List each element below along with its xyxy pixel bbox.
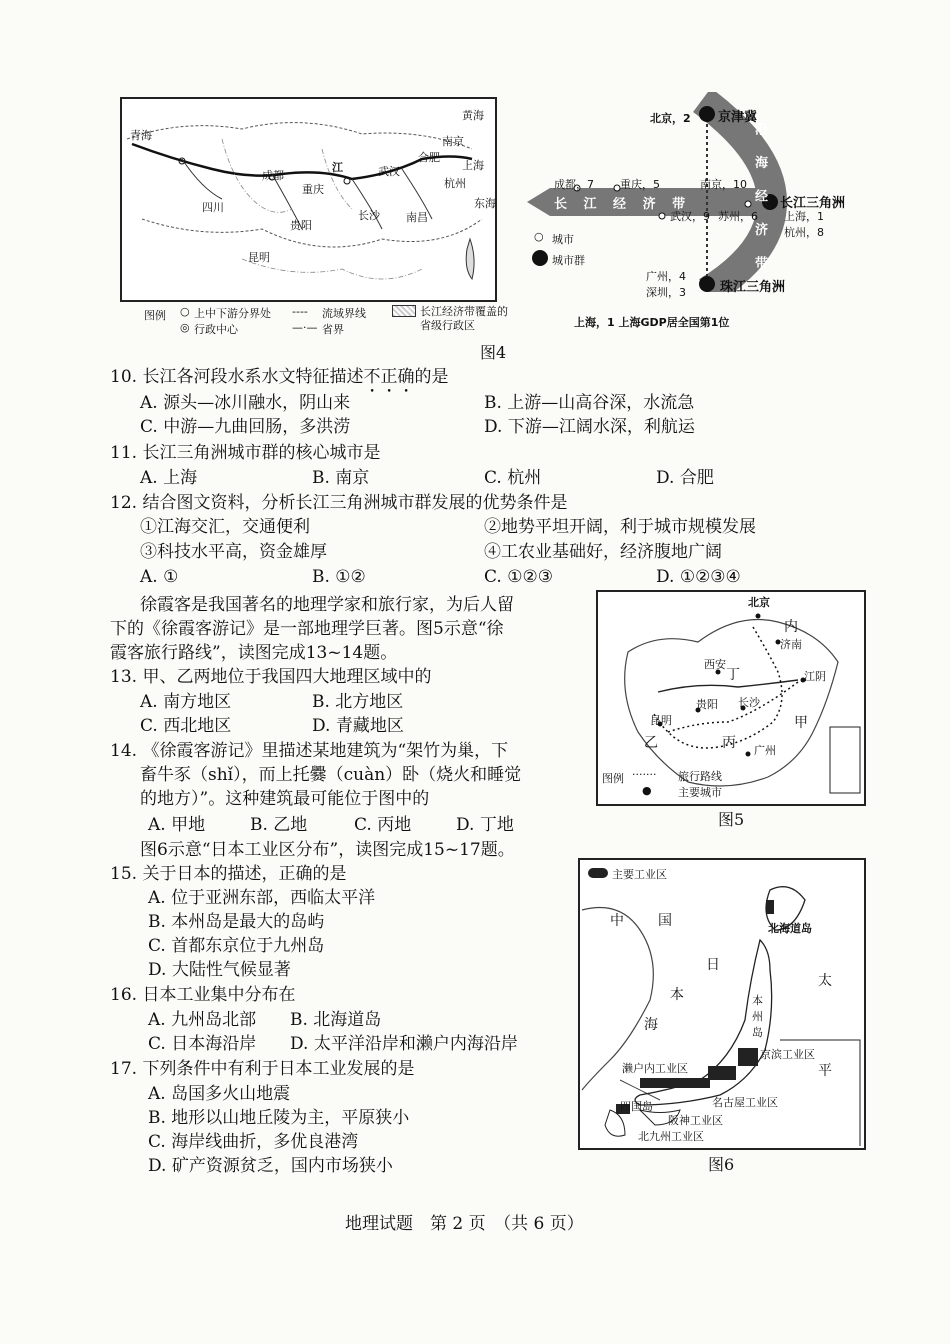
map-label: 海	[644, 1017, 658, 1033]
map-label: 重庆	[302, 183, 324, 196]
belt-label: 长 江 经 济 带	[554, 197, 692, 212]
fig4-caption: 图4	[480, 343, 507, 362]
map-label: 上海	[462, 159, 484, 172]
map-label: 江	[332, 161, 343, 174]
map-label: 杭州	[444, 177, 466, 190]
map-label: 昆明	[650, 714, 672, 727]
city-label: 杭州，8	[784, 226, 824, 239]
q14-line1: 14. 《徐霞客游记》里描述某地建筑为“架竹为巢，下	[110, 741, 509, 761]
q13-stem: 13. 甲、乙两地位于我国四大地理区域中的	[110, 667, 432, 687]
q12-condition-2: ②地势平坦开阔，利于城市规模发展	[484, 517, 756, 537]
legend-item: 上中下游分界处	[194, 307, 271, 320]
q12-condition-1: ①江海交汇，交通便利	[140, 517, 310, 537]
q13-option-c: C. 西北地区	[140, 716, 232, 736]
legend-item: 长江经济带覆盖的省级行政区	[420, 305, 508, 332]
q17-stem: 17. 下列条件中有利于日本工业发展的是	[110, 1059, 415, 1079]
legend-city: 主要城市	[678, 786, 722, 799]
map-label: 武汉	[378, 165, 400, 178]
q15-stem: 15. 关于日本的描述，正确的是	[110, 864, 347, 884]
map-label: 阪神工业区	[668, 1114, 723, 1127]
q12-option-a: A. ①	[140, 567, 179, 587]
intro-13-line3: 霞客旅行路线”，读图完成13~14题。	[110, 643, 398, 663]
map-label: 济南	[780, 638, 802, 651]
fig5-route-map	[596, 590, 866, 806]
q11-option-c: C. 杭州	[484, 468, 542, 488]
q14-option-d: D. 丁地	[456, 815, 514, 835]
city-label: 广州，4	[646, 270, 686, 283]
city-label: 成都，7	[554, 178, 594, 191]
legend-line-icon: —·—	[292, 321, 318, 334]
q15-option-d: D. 大陆性气候显著	[148, 960, 291, 980]
q16-option-b: B. 北海道岛	[290, 1010, 382, 1030]
map-label: 丁	[726, 667, 740, 683]
map-label: 四国岛	[620, 1100, 653, 1113]
q16-option-c: C. 日本海沿岸	[148, 1034, 257, 1054]
map-label: 青海	[130, 129, 152, 142]
city-label: 武汉，9	[670, 210, 710, 223]
q10-option-d: D. 下游—江阔水深，利航运	[484, 417, 695, 437]
map-label: 本	[752, 994, 763, 1007]
q12-stem: 12. 结合图文资料，分析长江三角洲城市群发展的优势条件是	[110, 493, 568, 513]
q14-option-a: A. 甲地	[148, 815, 206, 835]
fig4-legend	[144, 303, 508, 337]
q15-option-a: A. 位于亚洲东部，西临太平洋	[148, 888, 376, 908]
q16-option-a: A. 九州岛北部	[148, 1010, 257, 1030]
map-label: 国	[658, 913, 672, 929]
q15-option-b: B. 本州岛是最大的岛屿	[148, 912, 325, 932]
map-label: 京滨工业区	[760, 1048, 815, 1061]
map-label: 黄海	[462, 109, 484, 122]
q12-condition-4: ④工农业基础好，经济腹地广阔	[484, 542, 722, 562]
map-label: 长沙	[358, 209, 380, 222]
q14-line3: 的地方）”。这种建筑最可能位于图中的	[140, 789, 430, 809]
cluster-label: 长江三角洲	[780, 196, 846, 211]
legend-boundary-icon: ○	[180, 305, 190, 318]
city-label: 苏州，6	[718, 210, 758, 223]
map-label: 本	[670, 987, 684, 1003]
legend-cluster: 城市群	[552, 254, 585, 267]
fig4-yangtze-map	[120, 97, 497, 302]
fig4-economic-belts-diagram	[522, 92, 852, 332]
q10-option-a: A. 源头—冰川融水，阴山来	[140, 393, 351, 413]
page-footer: 地理试题 第 2 页 （共 6 页）	[345, 1214, 584, 1234]
map-label: 岛	[752, 1026, 763, 1039]
q13-option-a: A. 南方地区	[140, 692, 232, 712]
map-label: 太	[818, 973, 832, 989]
q13-option-d: D. 青藏地区	[312, 716, 404, 736]
cluster-label: 京津冀	[718, 110, 758, 125]
q12-option-b: B. ①②	[312, 567, 366, 587]
q12-option-c: C. ①②③	[484, 567, 553, 587]
map-label: 江阴	[804, 670, 826, 683]
map-label: 名古屋工业区	[712, 1096, 778, 1109]
city-label: 深圳，3	[646, 286, 686, 299]
map-label: 内	[784, 619, 798, 635]
fig6-caption: 图6	[708, 1155, 735, 1174]
city-label: 上海，1	[784, 210, 824, 223]
map-label: 贵阳	[696, 698, 718, 711]
legend-route-icon: ·······	[632, 768, 657, 781]
city-label: 重庆，5	[620, 178, 660, 191]
q17-option-b: B. 地形以山地丘陵为主，平原狭小	[148, 1108, 410, 1128]
q11-option-b: B. 南京	[312, 468, 370, 488]
q15-option-c: C. 首都东京位于九州岛	[148, 936, 325, 956]
legend-city-icon: ●	[642, 784, 652, 797]
legend-city: 城市	[552, 233, 574, 246]
map-label: 四川	[202, 201, 224, 214]
cluster-label: 珠江三角洲	[720, 280, 786, 295]
city-label: 南京，10	[700, 178, 747, 191]
q17-option-d: D. 矿产资源贫乏，国内市场狭小	[148, 1156, 393, 1176]
fig6-japan-map	[578, 858, 866, 1150]
map-label: 长沙	[738, 696, 760, 709]
map-label: 成都	[262, 169, 284, 182]
q12-option-d: D. ①②③④	[656, 567, 741, 587]
q17-option-c: C. 海岸线曲折，多优良港湾	[148, 1132, 359, 1152]
map-label: 昆明	[248, 251, 270, 264]
q16-stem: 16. 日本工业集中分布在	[110, 985, 296, 1005]
q17-option-a: A. 岛国多火山地震	[148, 1084, 291, 1104]
map-label: 濑户内工业区	[622, 1062, 688, 1075]
legend-item: 流域界线	[322, 307, 366, 320]
intro-13-line1: 徐霞客是我国著名的地理学家和旅行家，为后人留	[140, 595, 514, 615]
legend-industrial: 主要工业区	[612, 868, 667, 881]
q11-option-a: A. 上海	[140, 468, 198, 488]
legend-item: 行政中心	[194, 323, 238, 336]
map-label: 丙	[722, 735, 736, 751]
city-label: 北京，2	[650, 112, 691, 125]
legend-title: 图例	[602, 772, 624, 785]
map-label: 州	[752, 1010, 763, 1023]
map-label: 甲	[794, 715, 808, 731]
intro-15: 图6示意“日本工业区分布”，读图完成15~17题。	[140, 840, 515, 860]
legend-route: 旅行路线	[678, 770, 722, 783]
q14-line2: 畜牛豕（shǐ），而上托爨（cuàn）卧（烧火和睡觉	[140, 765, 522, 785]
map-label: 南昌	[406, 211, 428, 224]
legend-area-icon	[392, 305, 416, 317]
q10-option-c: C. 中游—九曲回肠，多洪涝	[140, 417, 351, 437]
legend-admin-icon: ◎	[180, 321, 190, 334]
legend-title: 图例	[144, 309, 166, 322]
map-label: 西安	[704, 658, 726, 671]
legend-city-icon: ○	[534, 230, 544, 243]
q12-condition-3: ③科技水平高，资金雄厚	[140, 542, 327, 562]
q16-option-d: D. 太平洋沿岸和濑户内海沿岸	[290, 1034, 518, 1054]
map-label: 贵阳	[290, 219, 312, 232]
map-label: 南京	[442, 135, 464, 148]
q14-option-c: C. 丙地	[354, 815, 412, 835]
map-label: 北九州工业区	[638, 1130, 704, 1143]
q14-option-b: B. 乙地	[250, 815, 308, 835]
map-label: 中	[610, 913, 624, 929]
fig5-caption: 图5	[718, 810, 745, 829]
q11-stem: 11. 长江三角洲城市群的核心城市是	[110, 443, 381, 463]
intro-13-line2: 下的《徐霞客游记》是一部地理学巨著。图5示意“徐	[110, 619, 504, 639]
map-label: 北海道岛	[768, 922, 812, 935]
belt-label: 沿 海 经 济 带	[752, 122, 767, 278]
legend-item: 省界	[322, 323, 344, 336]
legend-industrial-icon	[588, 868, 608, 878]
q10-option-b: B. 上游—山高谷深，水流急	[484, 393, 695, 413]
legend-line-icon: ----	[292, 305, 308, 318]
map-label: 北京	[748, 596, 770, 609]
map-label: 东海	[474, 197, 496, 210]
map-label: 广州	[754, 744, 776, 757]
yangtze-map-drawing	[122, 99, 495, 300]
map-label: 日	[706, 957, 720, 973]
legend-cluster-icon	[532, 250, 548, 266]
map-label: 合肥	[418, 151, 440, 164]
map-label: 平	[818, 1063, 832, 1079]
map-label: 乙	[644, 735, 658, 751]
q11-option-d: D. 合肥	[656, 468, 714, 488]
q10-stem: 10. 长江各河段水系水文特征描述不正确的是	[110, 367, 449, 387]
diagram-note: 上海，1 上海GDP居全国第1位	[574, 316, 730, 329]
q13-option-b: B. 北方地区	[312, 692, 404, 712]
